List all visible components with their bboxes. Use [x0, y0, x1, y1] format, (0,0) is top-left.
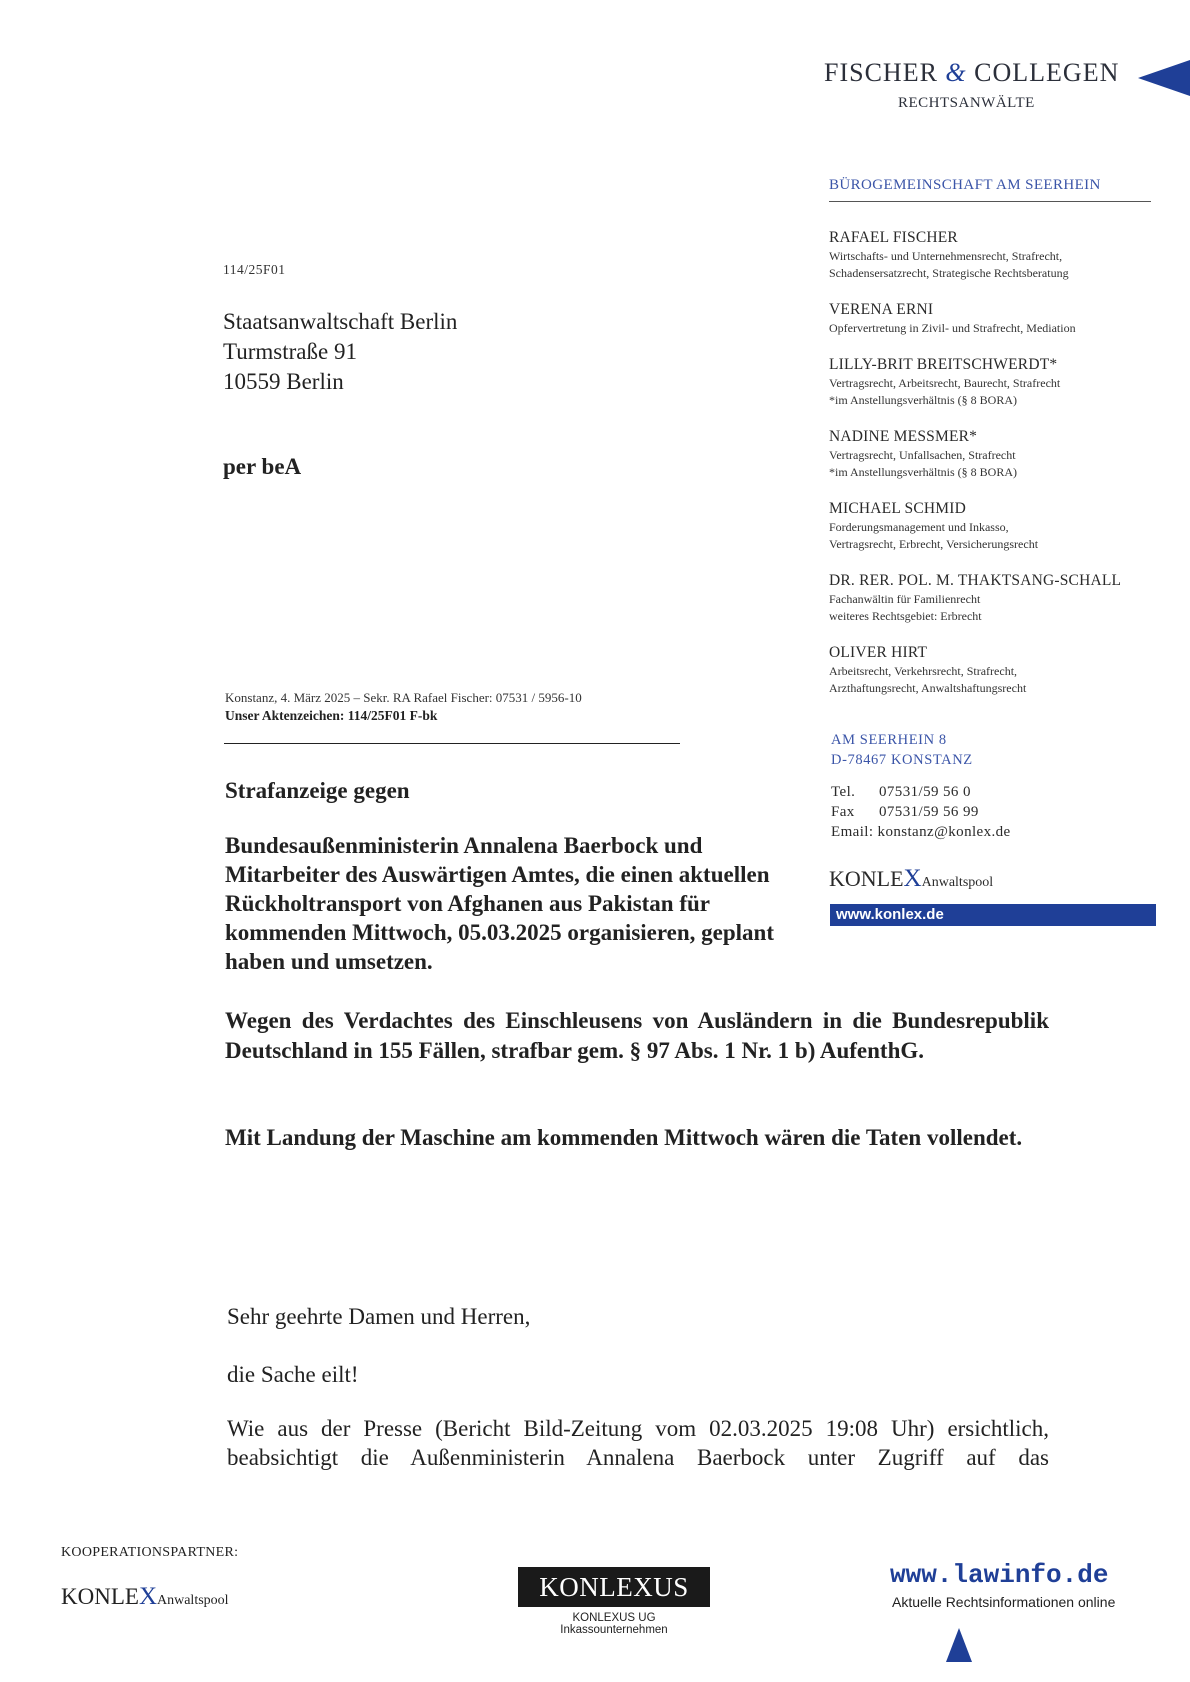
partner-detail: Opfervertretung in Zivil- und Strafrecht, Mediation [829, 321, 1076, 335]
firm-subtitle: RECHTSANWÄLTE [898, 95, 1035, 111]
address-city: D-78467 KONSTANZ [831, 752, 973, 768]
contact-info [831, 782, 1011, 842]
partner-detail: Schadensersatzrecht, Strategische Rechtsberatung [829, 266, 1069, 280]
cooperation-label: KOOPERATIONSPARTNER: [61, 1545, 239, 1560]
firm-name-part-2: COLLEGEN [974, 58, 1120, 87]
file-reference: 114/25F01 [223, 262, 286, 277]
partner-entry [829, 499, 1159, 553]
phone-label: Tel. [831, 784, 856, 800]
delivery-method: per beA [223, 454, 302, 479]
arrow-left-icon [1138, 60, 1190, 96]
body-divider [224, 743, 680, 744]
partner-name: RAFAEL FISCHER [829, 229, 958, 246]
office-heading: BÜROGEMEINSCHAFT AM SEERHEIN [829, 177, 1101, 193]
recipient-address [223, 307, 457, 397]
partner-detail: Fachanwältin für Familienrecht [829, 592, 981, 606]
firm-name [824, 58, 1119, 88]
partner-entry [829, 571, 1159, 625]
partner-name: OLIVER HIRT [829, 644, 928, 661]
phone-number[interactable]: 07531/59 56 0 [879, 784, 971, 800]
partner-list [829, 228, 1159, 715]
partner-detail: *im Anstellungsverhältnis (§ 8 BORA) [829, 393, 1017, 407]
partner-entry [829, 228, 1159, 282]
konlex-logo-x: X [903, 865, 922, 892]
konlexus-caption: KONLEXUS UG Inkassounternehmen [560, 1612, 668, 1636]
partner-entry [829, 427, 1159, 481]
partner-name: DR. RER. POL. M. THAKTSANG-SCHALL [829, 572, 1122, 589]
urgency-line: die Sache eilt! [227, 1362, 359, 1387]
subject-body: Bundesaußenministerin Annalena Baerbock und Mitarbeiter des Auswärtigen Amtes, die einen aktuellen Rückholtransport von Afghanen aus Pakistan für kommenden Mittwoch, 05.03.2025 organisieren, geplant haben und umsetzen. [225, 833, 775, 974]
konlexus-logo: KONLEXUS [518, 1567, 710, 1607]
email-label: Email: [831, 824, 874, 840]
date-line: Konstanz, 4. März 2025 – Sekr. RA Rafael Fischer: 07531 / 5956-10 [225, 690, 582, 705]
footer-konlex-logo [61, 1583, 229, 1611]
case-number: Unser Aktenzeichen: 114/25F01 F-bk [225, 708, 438, 723]
body-paragraph: Wie aus der Presse (Bericht Bild-Zeitung vom 02.03.2025 19:08 Uhr) ersichtlich, beabsichtigt die Außenministerin Annalena Baerbock unter Zugriff auf das [227, 1416, 1049, 1470]
partner-entry [829, 355, 1159, 409]
fax-line [831, 802, 1011, 822]
footer-konlex-sub: Anwaltspool [157, 1593, 229, 1608]
partner-detail: Arzthaftungsrecht, Anwaltshaftungsrecht [829, 681, 1027, 695]
partner-detail: Vertragsrecht, Unfallsachen, Strafrecht [829, 448, 1016, 462]
recipient-city: 10559 Berlin [223, 369, 344, 394]
office-address [831, 730, 973, 770]
partner-entry [829, 300, 1159, 337]
partner-name: MICHAEL SCHMID [829, 500, 966, 517]
address-street: AM SEERHEIN 8 [831, 732, 947, 748]
konlex-logo-text: KONLE [829, 866, 904, 891]
firm-ampersand: & [945, 58, 967, 87]
recipient-name: Staatsanwaltschaft Berlin [223, 309, 458, 334]
partner-detail: Arbeitsrecht, Verkehrsrecht, Strafrecht, [829, 664, 1018, 678]
salutation: Sehr geehrte Damen und Herren, [227, 1304, 531, 1329]
partner-detail: Vertragsrecht, Erbrecht, Versicherungsrecht [829, 537, 1039, 551]
email-link[interactable]: konstanz@konlex.de [877, 824, 1011, 840]
fax-number: 07531/59 56 99 [879, 804, 979, 820]
partner-detail: *im Anstellungsverhältnis (§ 8 BORA) [829, 465, 1017, 479]
partner-name: VERENA ERNI [829, 301, 934, 318]
lawinfo-caption: Aktuelle Rechtsinformationen online [892, 1594, 1116, 1610]
partner-name: NADINE MESSMER* [829, 428, 978, 445]
footer-konlex-text: KONLE [61, 1584, 139, 1609]
partner-detail: Wirtschafts- und Unternehmensrecht, Strafrecht, [829, 249, 1063, 263]
partner-entry [829, 643, 1159, 697]
fax-label: Fax [831, 804, 855, 820]
subject-heading: Strafanzeige gegen [225, 778, 410, 803]
konlex-logo [829, 865, 993, 893]
arrow-up-icon [946, 1628, 972, 1662]
partner-detail: Vertragsrecht, Arbeitsrecht, Baurecht, Strafrecht [829, 376, 1061, 390]
email-line [831, 822, 1011, 842]
phone-line [831, 782, 1011, 802]
recipient-street: Turmstraße 91 [223, 339, 357, 364]
firm-name-part-1: FISCHER [824, 58, 938, 87]
partner-detail: Forderungsmanagement und Inkasso, [829, 520, 1009, 534]
completion-paragraph: Mit Landung der Maschine am kommenden Mittwoch wären die Taten vollendet. [225, 1125, 1023, 1150]
partner-detail: weiteres Rechtsgebiet: Erbrecht [829, 609, 982, 623]
konlex-logo-sub: Anwaltspool [921, 875, 994, 890]
lawinfo-url-link[interactable]: www.lawinfo.de [890, 1560, 1109, 1590]
charge-paragraph: Wegen des Verdachtes des Einschleusens von Ausländern in die Bundesrepublik Deutschland in 155 Fällen, strafbar gem. § 97 Abs. 1 Nr. 1 b) AufenthG. [225, 1008, 1049, 1063]
office-divider [829, 201, 1151, 202]
konlex-url-link[interactable]: www.konlex.de [830, 904, 1156, 926]
partner-name: LILLY-BRIT BREITSCHWERDT* [829, 356, 1058, 373]
footer-konlex-x: X [138, 1583, 157, 1610]
